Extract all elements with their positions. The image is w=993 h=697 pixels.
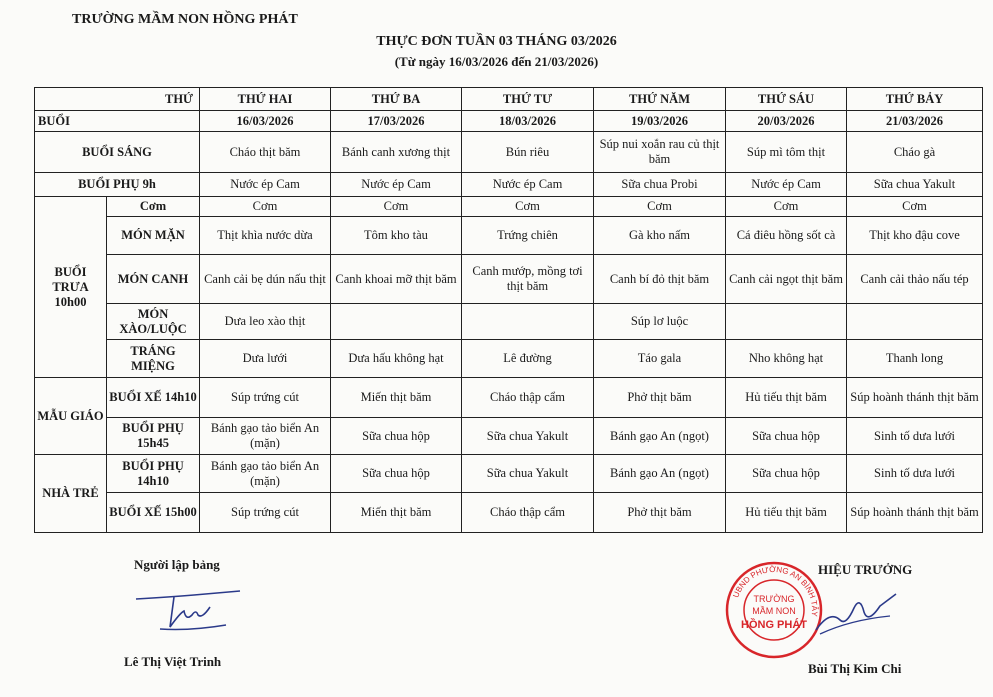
menu-cell: Cháo gà bbox=[847, 132, 983, 173]
menu-cell: Bánh canh xương thịt bbox=[331, 132, 462, 173]
table-row bbox=[35, 378, 983, 418]
table-row bbox=[35, 455, 983, 493]
row-label: Cơm bbox=[107, 197, 200, 217]
date-header: 20/03/2026 bbox=[726, 111, 847, 132]
table-row bbox=[35, 197, 983, 217]
menu-cell bbox=[847, 304, 983, 340]
date-header: 18/03/2026 bbox=[462, 111, 594, 132]
group-label: MẪU GIÁO bbox=[35, 378, 107, 455]
creator-label: Người lập bảng bbox=[134, 557, 220, 572]
menu-cell: Súp trứng cút bbox=[200, 493, 331, 533]
principal-name: Bùi Thị Kim Chi bbox=[808, 661, 902, 676]
menu-cell: Cháo thịt băm bbox=[200, 132, 331, 173]
menu-cell: Phở thịt băm bbox=[594, 378, 726, 418]
official-seal bbox=[724, 560, 824, 660]
header-row-dates bbox=[35, 111, 983, 132]
menu-cell: Dưa leo xào thịt bbox=[200, 304, 331, 340]
menu-cell: Trứng chiên bbox=[462, 217, 594, 255]
menu-cell: Cơm bbox=[726, 197, 847, 217]
row-label: BUỔI SÁNG bbox=[35, 132, 200, 173]
row-label: MÓN CANH bbox=[107, 255, 200, 304]
table-row bbox=[35, 304, 983, 340]
row-label: BUỔI PHỤ 15h45 bbox=[107, 418, 200, 455]
menu-cell: Miến thịt băm bbox=[331, 378, 462, 418]
menu-cell: Bánh gạo tảo biển An (mặn) bbox=[200, 418, 331, 455]
svg-text:TRƯỜNG: TRƯỜNG bbox=[753, 594, 795, 604]
table-row bbox=[35, 418, 983, 455]
page-title: THỰC ĐƠN TUẦN 03 THÁNG 03/2026 bbox=[376, 34, 617, 49]
menu-cell: Súp nui xoắn rau củ thịt băm bbox=[594, 132, 726, 173]
menu-cell: Cháo thập cẩm bbox=[462, 378, 594, 418]
menu-cell: Gà kho nấm bbox=[594, 217, 726, 255]
group-label: BUỔI TRƯA 10h00 bbox=[35, 197, 107, 378]
menu-cell: Canh bí đỏ thịt băm bbox=[594, 255, 726, 304]
menu-cell: Canh cải ngọt thịt băm bbox=[726, 255, 847, 304]
day-header: THỨ HAI bbox=[200, 88, 331, 111]
svg-text:HỒNG PHÁT: HỒNG PHÁT bbox=[741, 619, 807, 631]
table-row bbox=[35, 173, 983, 197]
menu-cell: Nước ép Cam bbox=[331, 173, 462, 197]
menu-cell: Sữa chua hộp bbox=[331, 455, 462, 493]
date-range: (Từ ngày 16/03/2026 đến 21/03/2026) bbox=[394, 54, 599, 69]
header-row-days bbox=[35, 88, 983, 111]
table-row bbox=[35, 255, 983, 304]
menu-cell: Cơm bbox=[462, 197, 594, 217]
menu-cell: Bún riêu bbox=[462, 132, 594, 173]
menu-cell: Cá điêu hồng sốt cà bbox=[726, 217, 847, 255]
date-header: 16/03/2026 bbox=[200, 111, 331, 132]
menu-cell: Sữa chua Probi bbox=[594, 173, 726, 197]
menu-cell: Nho không hạt bbox=[726, 340, 847, 378]
corner-buoi: BUỔI bbox=[35, 111, 200, 132]
menu-cell: Hủ tiếu thịt băm bbox=[726, 493, 847, 533]
menu-cell: Súp trứng cút bbox=[200, 378, 331, 418]
menu-cell: Lê đường bbox=[462, 340, 594, 378]
menu-cell: Nước ép Cam bbox=[200, 173, 331, 197]
principal-label: HIỆU TRƯỞNG bbox=[818, 562, 913, 577]
menu-cell bbox=[331, 304, 462, 340]
menu-cell: Thịt kho đậu cove bbox=[847, 217, 983, 255]
menu-cell: Súp mì tôm thịt bbox=[726, 132, 847, 173]
principal-signature bbox=[810, 590, 900, 640]
menu-cell: Táo gala bbox=[594, 340, 726, 378]
menu-table bbox=[34, 87, 983, 533]
menu-cell: Sữa chua hộp bbox=[726, 455, 847, 493]
menu-cell: Tôm kho tàu bbox=[331, 217, 462, 255]
date-header: 19/03/2026 bbox=[594, 111, 726, 132]
svg-text:UBND PHƯỜNG AN BÌNH TÂY: UBND PHƯỜNG AN BÌNH TÂY bbox=[731, 564, 820, 618]
row-label: BUỔI PHỤ 9h bbox=[35, 173, 200, 197]
creator-name: Lê Thị Việt Trinh bbox=[124, 654, 222, 669]
menu-cell: Bánh gạo An (ngọt) bbox=[594, 455, 726, 493]
menu-cell: Dưa hấu không hạt bbox=[331, 340, 462, 378]
menu-cell: Phở thịt băm bbox=[594, 493, 726, 533]
menu-cell: Thịt khìa nước dừa bbox=[200, 217, 331, 255]
row-label: BUỔI XẾ 15h00 bbox=[107, 493, 200, 533]
menu-cell: Sữa chua hộp bbox=[726, 418, 847, 455]
table-row bbox=[35, 217, 983, 255]
creator-signature bbox=[130, 585, 250, 635]
day-header: THỨ BA bbox=[331, 88, 462, 111]
menu-cell bbox=[726, 304, 847, 340]
date-header: 17/03/2026 bbox=[331, 111, 462, 132]
menu-cell: Cơm bbox=[847, 197, 983, 217]
menu-cell: Bánh gạo tảo biển An (mặn) bbox=[200, 455, 331, 493]
menu-cell: Cơm bbox=[200, 197, 331, 217]
menu-cell bbox=[462, 304, 594, 340]
menu-cell: Súp hoành thánh thịt băm bbox=[847, 378, 983, 418]
menu-cell: Sinh tố dưa lưới bbox=[847, 418, 983, 455]
row-label: MÓN XÀO/LUỘC bbox=[107, 304, 200, 340]
row-label: TRÁNG MIỆNG bbox=[107, 340, 200, 378]
table-row bbox=[35, 493, 983, 533]
menu-cell: Bánh gạo An (ngọt) bbox=[594, 418, 726, 455]
school-name: TRƯỜNG MẦM NON HỒNG PHÁT bbox=[72, 12, 298, 27]
menu-cell: Nước ép Cam bbox=[462, 173, 594, 197]
corner-thu: THỨ bbox=[35, 88, 200, 111]
menu-cell: Dưa lưới bbox=[200, 340, 331, 378]
row-label: MÓN MẶN bbox=[107, 217, 200, 255]
menu-cell: Sinh tố dưa lưới bbox=[847, 455, 983, 493]
row-label: BUỔI XẾ 14h10 bbox=[107, 378, 200, 418]
menu-cell: Cơm bbox=[331, 197, 462, 217]
table-row bbox=[35, 132, 983, 173]
group-label: NHÀ TRẺ bbox=[35, 455, 107, 533]
menu-cell: Hủ tiếu thịt băm bbox=[726, 378, 847, 418]
menu-cell: Cơm bbox=[594, 197, 726, 217]
menu-cell: Sữa chua hộp bbox=[331, 418, 462, 455]
menu-cell: Canh mướp, mồng tơi thịt băm bbox=[462, 255, 594, 304]
menu-cell: Miến thịt băm bbox=[331, 493, 462, 533]
menu-cell: Canh cải thảo nấu tép bbox=[847, 255, 983, 304]
date-header: 21/03/2026 bbox=[847, 111, 983, 132]
table-row bbox=[35, 340, 983, 378]
svg-text:MẦM NON: MẦM NON bbox=[752, 606, 796, 616]
menu-cell: Nước ép Cam bbox=[726, 173, 847, 197]
menu-cell: Canh cải bẹ dún nấu thịt bbox=[200, 255, 331, 304]
day-header: THỨ TƯ bbox=[462, 88, 594, 111]
menu-cell: Sữa chua Yakult bbox=[462, 455, 594, 493]
menu-cell: Súp hoành thánh thịt băm bbox=[847, 493, 983, 533]
day-header: THỨ NĂM bbox=[594, 88, 726, 111]
menu-cell: Canh khoai mỡ thịt băm bbox=[331, 255, 462, 304]
menu-cell: Thanh long bbox=[847, 340, 983, 378]
menu-cell: Sữa chua Yakult bbox=[847, 173, 983, 197]
day-header: THỨ BẢY bbox=[847, 88, 983, 111]
row-label: BUỔI PHỤ 14h10 bbox=[107, 455, 200, 493]
menu-cell: Sữa chua Yakult bbox=[462, 418, 594, 455]
menu-cell: Cháo thập cẩm bbox=[462, 493, 594, 533]
menu-cell: Súp lơ luộc bbox=[594, 304, 726, 340]
day-header: THỨ SÁU bbox=[726, 88, 847, 111]
